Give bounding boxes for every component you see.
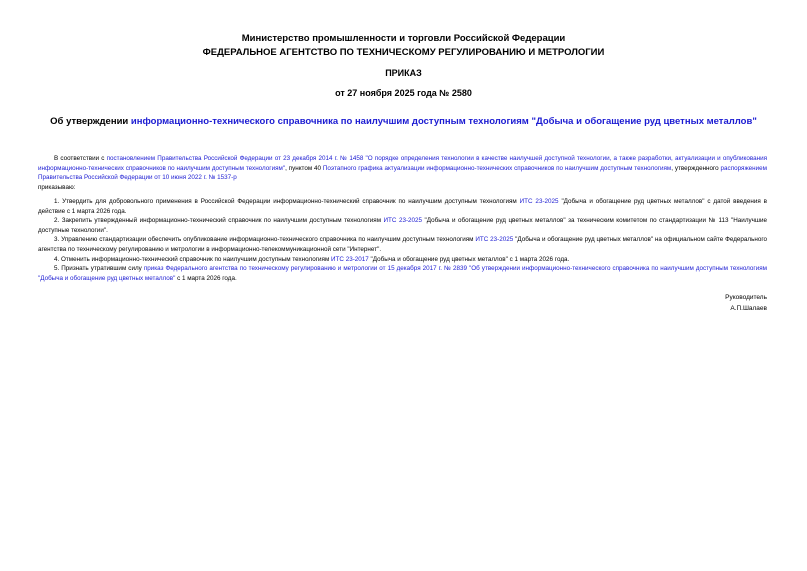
order-word: приказываю: xyxy=(38,183,76,191)
item-5-text-end: с 1 марта 2026 года. xyxy=(175,274,237,282)
item-1-text: 1. Утвердить для добровольного применения в Российской Федерации информационно-технический справочник по наилучшим доступным технологиям xyxy=(54,198,520,205)
item-2-text: 2. Закрепить утвержденный информационно-технический справочник по наилучшим доступным технологиям xyxy=(54,217,384,225)
agency-name: ФЕДЕРАЛЬНОЕ АГЕНТСТВО ПО ТЕХНИЧЕСКОМУ РЕГУЛИРОВАНИЮ И МЕТРОЛОГИИ xyxy=(202,47,605,58)
order-item-2 xyxy=(38,216,767,235)
order-item-3 xyxy=(38,235,767,254)
subject-prefix: Об утверждении xyxy=(50,116,131,127)
order-item-5 xyxy=(38,264,767,283)
its-23-2025-link[interactable]: ИТС 23-2025 xyxy=(475,236,514,244)
its-23-2017-link[interactable]: ИТС 23-2017 xyxy=(331,255,369,263)
item-5-text: 5. Признать утратившим силу xyxy=(54,265,144,273)
schedule-link[interactable]: Поэтапного графика актуализации информационно-технических справочников по наилучшим доступным технологиям xyxy=(322,164,672,172)
item-3-text: 3. Управлению стандартизации обеспечить опубликование информационно-технического справочника по наилучшим доступным технологиям xyxy=(54,236,476,244)
subject-link[interactable]: информационно-технического справочника по наилучшим доступным технологиям "Добыча и обогащение руд цветных металлов" xyxy=(130,116,757,127)
preamble-text-1: В соответствии с xyxy=(54,155,107,162)
item-2-text-end: "Добыча и обогащение руд цветных металлов" за техническим комитетом по стандартизации № 113 "Наилучшие доступные технологии". xyxy=(38,217,767,234)
order-item-1 xyxy=(38,197,767,216)
order-item-4 xyxy=(38,255,767,265)
item-1-text-end: "Добыча и обогащение руд цветных металлов" с датой введения в действие с 1 марта 2026 года. xyxy=(38,198,767,215)
signatory-title: Руководитель xyxy=(725,294,767,301)
signatory-name: А.П.Шалаев xyxy=(730,305,767,312)
document-type: ПРИКАЗ xyxy=(385,68,422,78)
order-2839-link[interactable]: приказ Федерального агентства по техническому регулированию и метрологии от 15 декабря 2017 г. № 2839 "Об утверждении информационно-технического справочника по наилучшим доступным технологиям "Добыча и обогащение руд цветных металлов" xyxy=(38,265,767,282)
item-4-text-end: "Добыча и обогащение руд цветных металлов" с 1 марта 2026 года. xyxy=(368,255,570,263)
its-23-2025-link[interactable]: ИТС 23-2025 xyxy=(383,217,423,225)
preamble-text-3: , утвержденного xyxy=(671,164,721,172)
item-3-text-end: "Добыча и обогащение руд цветных металлов" на официальном сайте Федерального агентства по техническому регулированию и метрологии в информационно-телекоммуникационной сети "Интернет". xyxy=(38,236,767,253)
preamble-paragraph xyxy=(38,154,767,183)
ministry-name: Министерство промышленности и торговли Российской Федерации xyxy=(241,33,566,44)
item-4-text: 4. Отменить информационно-технический справочник по наилучшим доступным технологиям xyxy=(54,255,332,263)
order-1537-link[interactable]: распоряжением Правительства Российской Федерации от 10 июня 2022 г. № 1537-р xyxy=(38,164,767,182)
its-23-2025-link[interactable]: ИТС 23-2025 xyxy=(519,198,559,205)
document-subject xyxy=(0,116,807,127)
signature-block xyxy=(725,292,767,314)
resolution-1458-link[interactable]: постановлением Правительства Российской Федерации от 23 декабря 2014 г. № 1458 "О порядке определения технологии в качестве наилучшей доступной технологии, а также разработки, актуализации и опубликования информационно-технических справочников по наилучшим доступным технологиям" xyxy=(38,155,768,172)
document-date-number: от 27 ноября 2025 года № 2580 xyxy=(335,88,472,98)
preamble-text-2: , пунктом 40 xyxy=(285,164,323,172)
preamble xyxy=(38,154,767,192)
order-items xyxy=(38,197,767,283)
